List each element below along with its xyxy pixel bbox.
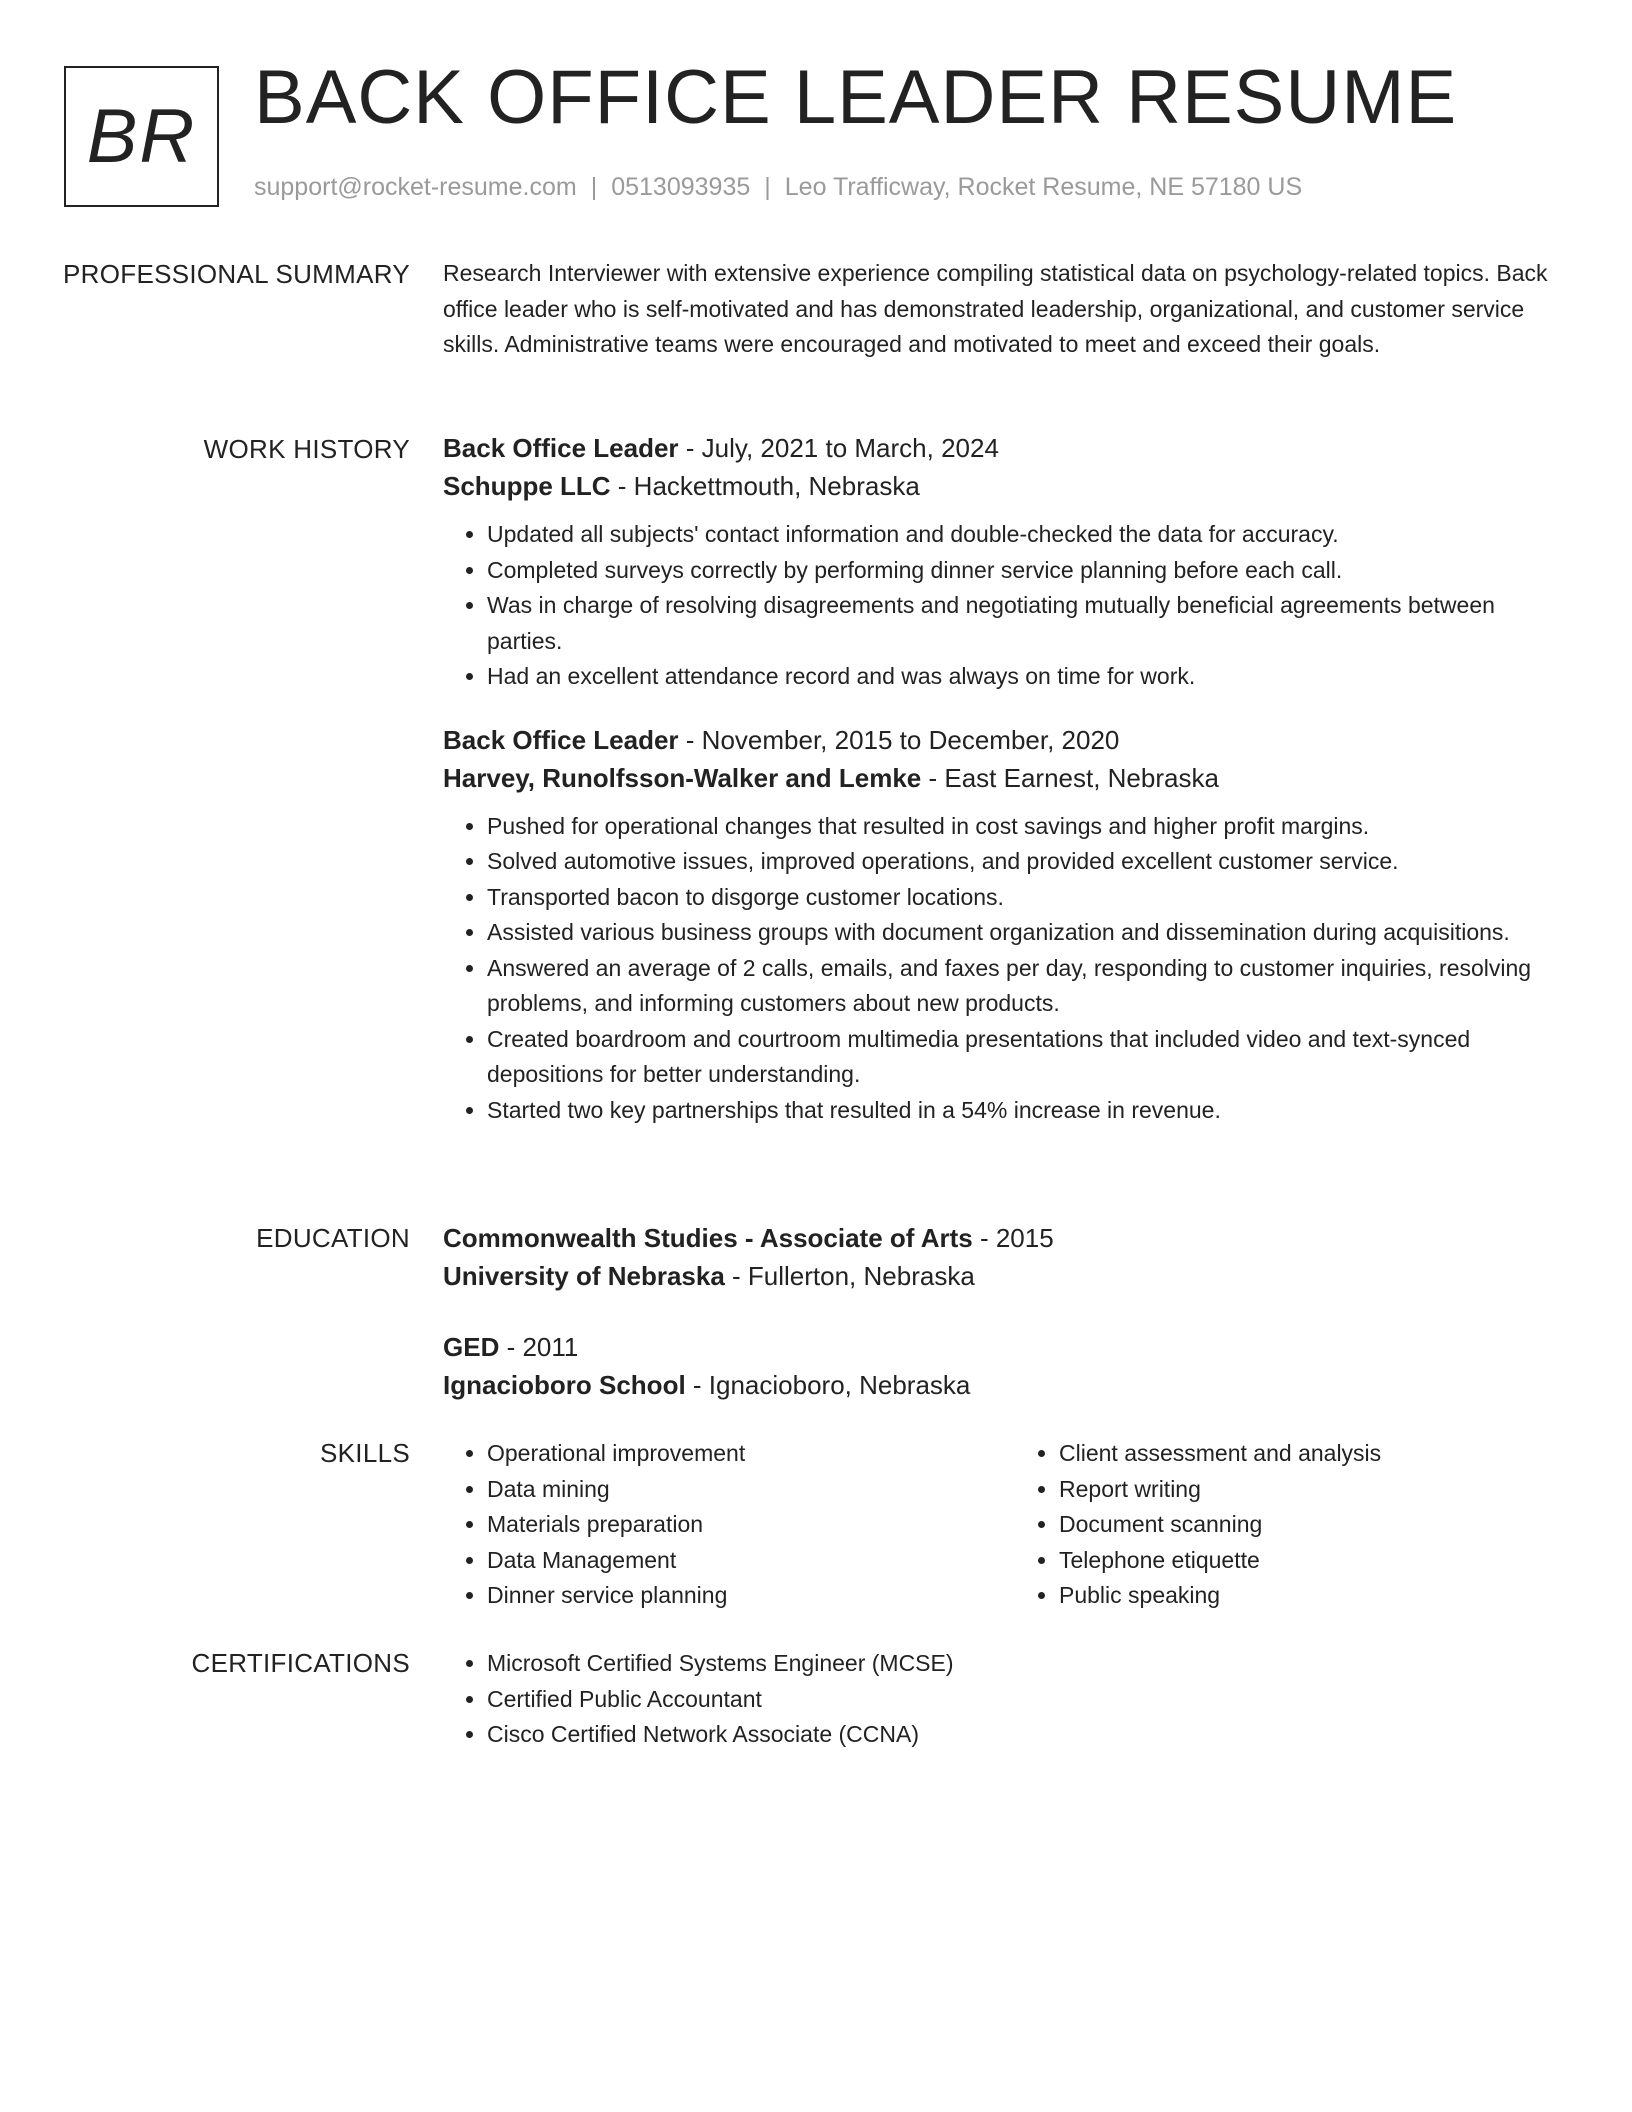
job-company-line — [443, 759, 1563, 797]
job-bullet: • Updated all subjects' contact information and double-checked the data for accuracy. — [487, 517, 1563, 553]
education-year: - 2011 — [499, 1332, 579, 1362]
skill-item: • Operational improvement — [487, 1436, 971, 1472]
job-dates: - July, 2021 to March, 2024 — [678, 433, 999, 463]
job-entry — [443, 429, 1563, 695]
education-location: - Ignacioboro, Nebraska — [685, 1370, 971, 1400]
skills-column-right — [1015, 1436, 1543, 1614]
section-label-summary: PROFESSIONAL SUMMARY — [63, 259, 410, 289]
section-label-skills: SKILLS — [320, 1438, 410, 1468]
skill-item: • Public speaking — [1059, 1578, 1543, 1614]
education-school-line — [443, 1366, 1563, 1404]
job-dates: - November, 2015 to December, 2020 — [678, 724, 1120, 755]
contact-line — [254, 172, 1302, 202]
job-location: - East Earnest, Nebraska — [921, 762, 1219, 793]
section-work — [443, 429, 1563, 1128]
education-school-line — [443, 1257, 1563, 1295]
job-bullet: • Pushed for operational changes that resulted in cost savings and higher profit margins. — [487, 809, 1563, 845]
skills-column-left — [443, 1436, 971, 1614]
contact-separator: | — [590, 173, 598, 201]
job-company: Harvey, Runolfsson-Walker and Lemke — [443, 762, 922, 793]
section-skills — [443, 1436, 1563, 1614]
section-summary — [443, 256, 1563, 363]
job-title: Back Office Leader — [443, 724, 679, 755]
job-bullets — [443, 809, 1563, 1129]
education-degree: GED — [443, 1332, 500, 1362]
certification-item: • Microsoft Certified Systems Engineer (MCSE) — [487, 1646, 1563, 1682]
job-bullet: • Was in charge of resolving disagreements and negotiating mutually beneficial agreements between parties. — [487, 588, 1563, 659]
certification-list — [443, 1646, 1563, 1753]
job-bullet: • Answered an average of 2 calls, emails, and faxes per day, responding to customer inquiries, resolving problems, and informing customers about new products. — [487, 951, 1563, 1022]
section-certifications — [443, 1646, 1563, 1753]
education-year: - 2015 — [972, 1223, 1054, 1253]
section-label-education: EDUCATION — [256, 1223, 410, 1253]
education-degree-line — [443, 1328, 1563, 1366]
skill-item: • Materials preparation — [487, 1507, 971, 1543]
skill-item: • Telephone etiquette — [1059, 1543, 1543, 1579]
section-label-certifications: CERTIFICATIONS — [191, 1648, 410, 1678]
monogram-logo — [64, 66, 219, 207]
education-degree-line — [443, 1219, 1563, 1257]
contact-separator: | — [764, 173, 771, 201]
contact-phone[interactable]: 0513093935 — [611, 173, 751, 201]
education-location: - Fullerton, Nebraska — [724, 1261, 975, 1291]
job-bullet: • Started two key partnerships that resulted in a 54% increase in revenue. — [487, 1093, 1563, 1129]
skill-item: • Dinner service planning — [487, 1578, 971, 1614]
education-school: University of Nebraska — [443, 1261, 725, 1291]
section-label-work: WORK HISTORY — [203, 434, 410, 464]
summary-text: Research Interviewer with extensive experience compiling statistical data on psychology-related topics. Back office leader who is self-motivated and has demonstrated leadership, organizational, and customer service skills. Administrative teams were encouraged and motivated to meet and exceed their goals. — [443, 260, 1548, 357]
education-degree: Commonwealth Studies - Associate of Arts — [443, 1223, 973, 1253]
job-bullet: • Transported bacon to disgorge customer locations. — [487, 880, 1563, 916]
job-company-line — [443, 467, 1563, 505]
skill-item: • Data mining — [487, 1472, 971, 1508]
resume-title: BACK OFFICE LEADER RESUME — [254, 55, 1458, 140]
job-title-line — [443, 429, 1563, 467]
job-title: Back Office Leader — [443, 433, 679, 463]
contact-email[interactable]: support@rocket-resume.com — [254, 173, 577, 201]
skill-item: • Document scanning — [1059, 1507, 1543, 1543]
education-entry — [443, 1219, 1563, 1295]
job-bullet: • Created boardroom and courtroom multimedia presentations that included video and text-synced depositions for better understanding. — [487, 1022, 1563, 1093]
section-education — [443, 1219, 1563, 1404]
contact-address: Leo Trafficway, Rocket Resume, NE 57180 US — [784, 173, 1303, 201]
education-entry — [443, 1328, 1563, 1404]
job-bullets — [443, 517, 1563, 695]
job-location: - Hackettmouth, Nebraska — [610, 471, 920, 501]
skills-grid — [443, 1436, 1543, 1614]
skill-item: • Data Management — [487, 1543, 971, 1579]
job-title-line — [443, 721, 1563, 759]
job-company: Schuppe LLC — [443, 471, 611, 501]
job-bullet: • Assisted various business groups with document organization and dissemination during acquisitions. — [487, 915, 1563, 951]
job-entry — [443, 721, 1563, 1129]
education-school: Ignacioboro School — [443, 1370, 686, 1400]
job-bullet: • Had an excellent attendance record and was always on time for work. — [487, 659, 1563, 695]
certification-item: • Certified Public Accountant — [487, 1682, 1563, 1718]
monogram-initials: BR — [86, 94, 197, 179]
job-bullet: • Completed surveys correctly by performing dinner service planning before each call. — [487, 553, 1563, 589]
skill-item: • Report writing — [1059, 1472, 1543, 1508]
skill-item: • Client assessment and analysis — [1059, 1436, 1543, 1472]
job-bullet: • Solved automotive issues, improved operations, and provided excellent customer service. — [487, 844, 1563, 880]
certification-item: • Cisco Certified Network Associate (CCNA) — [487, 1717, 1563, 1753]
